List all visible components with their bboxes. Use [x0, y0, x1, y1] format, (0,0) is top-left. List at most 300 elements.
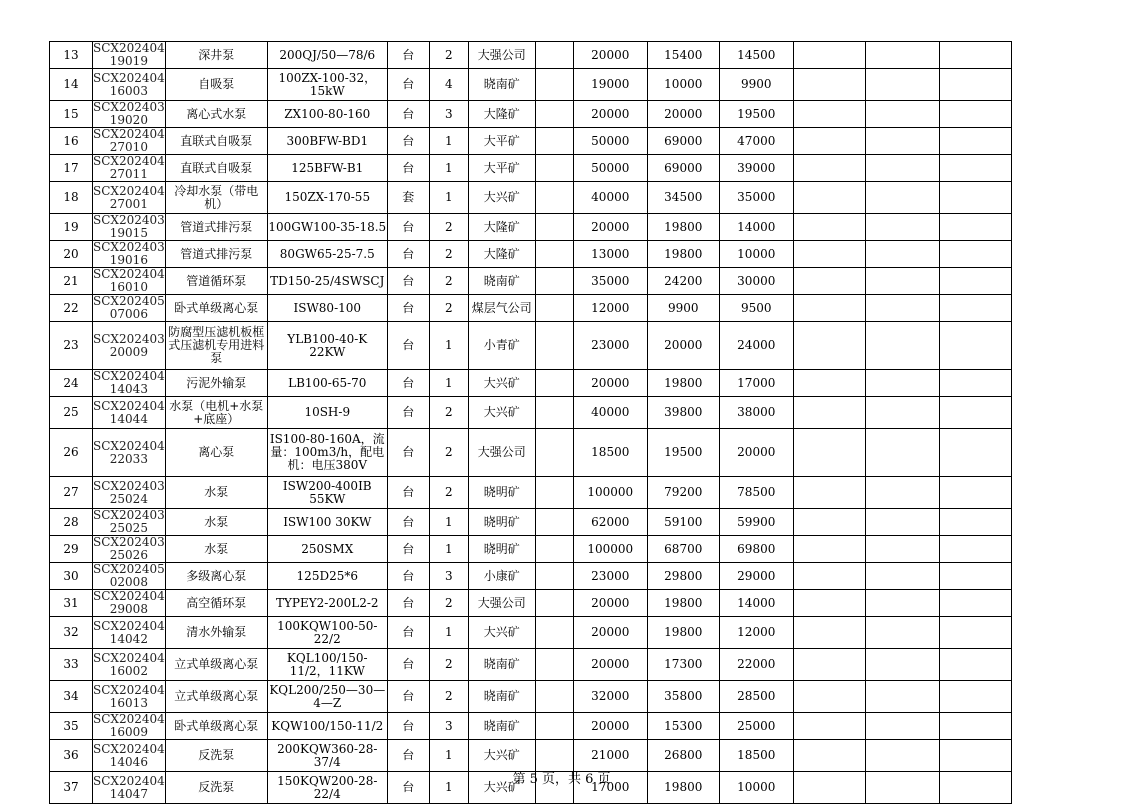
- empty-cell: [939, 649, 1011, 681]
- row-number: 36: [50, 740, 93, 772]
- item-name: 直联式自吸泵: [165, 128, 267, 155]
- empty-cell: [865, 397, 939, 429]
- pump-price-table: [49, 41, 1012, 804]
- price-1: 21000: [573, 740, 647, 772]
- empty-cell: [939, 295, 1011, 322]
- table-row: [50, 617, 1012, 649]
- price-1: 100000: [573, 477, 647, 509]
- item-model: ISW80-100: [267, 295, 387, 322]
- empty-cell: [793, 477, 865, 509]
- item-code: SCX202403 19020: [93, 100, 165, 127]
- table-row: [50, 477, 1012, 509]
- item-name: 高空循环泵: [165, 590, 267, 617]
- price-2: 69000: [647, 128, 719, 155]
- empty-cell: [865, 101, 939, 128]
- item-model: KQL100/150-11/2，11KW: [267, 649, 387, 681]
- empty-cell: [865, 477, 939, 509]
- item-quantity: 2: [429, 268, 468, 295]
- price-2: 59100: [647, 509, 719, 536]
- item-code: SCX202404 14044: [93, 397, 166, 429]
- item-model: 100KQW100-50-22/2: [267, 617, 387, 649]
- empty-cell: [793, 649, 865, 681]
- empty-cell: [793, 101, 865, 128]
- item-model: TYPEY2-200L2-2: [267, 590, 387, 617]
- row-number: 28: [50, 509, 93, 536]
- price-3: 19500: [719, 101, 793, 128]
- item-quantity: 3: [429, 101, 468, 128]
- item-quantity: 3: [429, 713, 468, 740]
- price-3: 59900: [719, 509, 793, 536]
- row-number: 16: [50, 128, 93, 155]
- item-unit: 台: [387, 429, 429, 477]
- price-1: 35000: [573, 268, 647, 295]
- item-quantity: 2: [429, 649, 468, 681]
- empty-cell: [939, 69, 1011, 101]
- item-name: 清水外输泵: [165, 617, 267, 649]
- empty-cell: [939, 42, 1011, 69]
- table-row: [50, 128, 1012, 155]
- row-number: 15: [50, 101, 93, 128]
- price-1: 23000: [573, 322, 647, 370]
- item-model: 125D25*6: [267, 563, 387, 590]
- item-unit: 台: [387, 649, 429, 681]
- price-2: 34500: [647, 182, 719, 214]
- item-quantity: 1: [429, 617, 468, 649]
- empty-cell: [793, 322, 865, 370]
- empty-cell: [793, 370, 865, 397]
- blank-cell: [535, 397, 573, 429]
- item-unit: 台: [387, 268, 429, 295]
- row-number: 26: [50, 429, 93, 477]
- empty-cell: [865, 69, 939, 101]
- empty-cell: [865, 295, 939, 322]
- price-3: 35000: [719, 182, 793, 214]
- item-site: 小康矿: [468, 563, 535, 590]
- price-2: 19800: [647, 772, 719, 804]
- item-site: 大兴矿: [468, 740, 535, 772]
- item-unit: 台: [387, 101, 429, 128]
- blank-cell: [535, 182, 573, 214]
- empty-cell: [939, 740, 1011, 772]
- blank-cell: [535, 681, 573, 713]
- price-1: 62000: [573, 509, 647, 536]
- blank-cell: [535, 370, 573, 397]
- item-unit: 台: [387, 477, 429, 509]
- item-quantity: 1: [429, 155, 468, 182]
- item-site: 晓明矿: [468, 509, 535, 536]
- item-site: 晓南矿: [468, 681, 535, 713]
- row-number: 20: [50, 241, 93, 268]
- item-unit: 台: [387, 713, 429, 740]
- empty-cell: [939, 241, 1011, 268]
- empty-cell: [939, 509, 1011, 536]
- price-3: 69800: [719, 536, 793, 563]
- item-unit: 台: [387, 563, 429, 590]
- empty-cell: [939, 397, 1011, 429]
- blank-cell: [535, 241, 573, 268]
- item-model: 10SH-9: [267, 397, 387, 429]
- price-3: 9900: [719, 69, 793, 101]
- price-1: 20000: [573, 101, 647, 128]
- item-name: 污泥外输泵: [165, 370, 267, 397]
- blank-cell: [535, 155, 573, 182]
- item-code: SCX202404 22033: [93, 429, 166, 477]
- item-quantity: 1: [429, 772, 468, 804]
- item-code: SCX202404 16002: [93, 649, 166, 681]
- item-name: 多级离心泵: [165, 563, 267, 590]
- price-3: 25000: [719, 713, 793, 740]
- empty-cell: [865, 563, 939, 590]
- row-number: 23: [50, 322, 93, 370]
- item-model: 150ZX-170-55: [267, 182, 387, 214]
- empty-cell: [865, 155, 939, 182]
- empty-cell: [865, 590, 939, 617]
- row-number: 21: [50, 268, 93, 295]
- item-name: 自吸泵: [165, 69, 267, 101]
- price-2: 26800: [647, 740, 719, 772]
- price-3: 9500: [719, 295, 793, 322]
- item-name: 管道式排污泵: [165, 241, 267, 268]
- table-row: [50, 42, 1012, 69]
- price-1: 17000: [573, 772, 647, 804]
- price-2: 17300: [647, 649, 719, 681]
- blank-cell: [535, 649, 573, 681]
- item-code: SCX202404 27010: [93, 127, 165, 154]
- price-3: 10000: [719, 241, 793, 268]
- empty-cell: [939, 268, 1011, 295]
- item-site: 大平矿: [468, 155, 535, 182]
- empty-cell: [865, 241, 939, 268]
- item-quantity: 3: [429, 563, 468, 590]
- item-unit: 台: [387, 322, 429, 370]
- price-2: 20000: [647, 322, 719, 370]
- item-unit: 台: [387, 128, 429, 155]
- price-2: 79200: [647, 477, 719, 509]
- item-site: 大兴矿: [468, 617, 535, 649]
- table-row: [50, 649, 1012, 681]
- item-site: 大隆矿: [468, 241, 535, 268]
- item-name: 立式单级离心泵: [165, 649, 267, 681]
- item-name: 反洗泵: [165, 772, 267, 804]
- empty-cell: [793, 536, 865, 563]
- empty-cell: [939, 617, 1011, 649]
- item-name: 水泵: [165, 509, 267, 536]
- item-quantity: 1: [429, 740, 468, 772]
- item-quantity: 2: [429, 429, 468, 477]
- price-2: 69000: [647, 155, 719, 182]
- price-1: 20000: [573, 617, 647, 649]
- item-unit: 台: [387, 241, 429, 268]
- table-row: [50, 214, 1012, 241]
- empty-cell: [939, 429, 1011, 477]
- table-row: [50, 268, 1012, 295]
- item-name: 直联式自吸泵: [165, 155, 267, 182]
- item-code: SCX202403 25025: [93, 508, 165, 535]
- empty-cell: [793, 681, 865, 713]
- row-number: 25: [50, 397, 93, 429]
- item-site: 晓南矿: [468, 268, 535, 295]
- item-name: 管道式排污泵: [165, 214, 267, 241]
- item-site: 大强公司: [468, 590, 535, 617]
- price-1: 18500: [573, 429, 647, 477]
- blank-cell: [535, 429, 573, 477]
- price-1: 20000: [573, 42, 647, 69]
- item-site: 晓南矿: [468, 69, 535, 101]
- price-1: 40000: [573, 182, 647, 214]
- item-model: TD150-25/4SWSCJ: [267, 268, 387, 295]
- item-model: 150KQW200-28-22/4: [267, 772, 387, 804]
- row-number: 33: [50, 649, 93, 681]
- price-3: 39000: [719, 155, 793, 182]
- price-3: 12000: [719, 617, 793, 649]
- price-2: 39800: [647, 397, 719, 429]
- item-model: LB100-65-70: [267, 370, 387, 397]
- item-name: 反洗泵: [165, 740, 267, 772]
- row-number: 34: [50, 681, 93, 713]
- item-quantity: 2: [429, 42, 468, 69]
- price-3: 24000: [719, 322, 793, 370]
- item-site: 大强公司: [468, 429, 535, 477]
- table-row: [50, 536, 1012, 563]
- item-code: SCX202403 25024: [93, 477, 166, 509]
- item-code: SCX202404 16013: [93, 681, 166, 713]
- item-code: SCX202405 02008: [93, 562, 165, 589]
- row-number: 14: [50, 69, 93, 101]
- price-1: 20000: [573, 590, 647, 617]
- blank-cell: [535, 214, 573, 241]
- empty-cell: [939, 322, 1011, 370]
- item-site: 大兴矿: [468, 772, 535, 804]
- item-site: 晓南矿: [468, 713, 535, 740]
- item-code: SCX202404 14047: [93, 772, 166, 804]
- price-3: 78500: [719, 477, 793, 509]
- item-unit: 台: [387, 509, 429, 536]
- page-footer: 第 5 页，共 6 页: [512, 772, 611, 787]
- price-1: 100000: [573, 536, 647, 563]
- price-3: 38000: [719, 397, 793, 429]
- item-unit: 台: [387, 617, 429, 649]
- blank-cell: [535, 477, 573, 509]
- empty-cell: [793, 713, 865, 740]
- empty-cell: [865, 268, 939, 295]
- row-number: 18: [50, 182, 93, 214]
- blank-cell: [535, 268, 573, 295]
- item-quantity: 1: [429, 322, 468, 370]
- item-site: 晓明矿: [468, 536, 535, 563]
- blank-cell: [535, 295, 573, 322]
- empty-cell: [939, 563, 1011, 590]
- empty-cell: [793, 590, 865, 617]
- item-name: 离心泵: [165, 429, 267, 477]
- row-number: 35: [50, 713, 93, 740]
- empty-cell: [865, 681, 939, 713]
- empty-cell: [793, 563, 865, 590]
- empty-cell: [793, 268, 865, 295]
- item-quantity: 1: [429, 509, 468, 536]
- row-number: 32: [50, 617, 93, 649]
- empty-cell: [865, 509, 939, 536]
- price-2: 19800: [647, 617, 719, 649]
- row-number: 13: [50, 42, 93, 69]
- price-3: 17000: [719, 370, 793, 397]
- item-model: 125BFW-B1: [267, 155, 387, 182]
- item-site: 大兴矿: [468, 397, 535, 429]
- item-unit: 台: [387, 536, 429, 563]
- blank-cell: [535, 713, 573, 740]
- price-1: 19000: [573, 69, 647, 101]
- empty-cell: [865, 536, 939, 563]
- price-3: 20000: [719, 429, 793, 477]
- empty-cell: [865, 214, 939, 241]
- price-2: 20000: [647, 101, 719, 128]
- price-1: 40000: [573, 397, 647, 429]
- empty-cell: [939, 681, 1011, 713]
- blank-cell: [535, 590, 573, 617]
- empty-cell: [939, 182, 1011, 214]
- item-unit: 台: [387, 397, 429, 429]
- item-model: 200KQW360-28-37/4: [267, 740, 387, 772]
- table-row: [50, 155, 1012, 182]
- item-model: 300BFW-BD1: [267, 128, 387, 155]
- item-site: 大隆矿: [468, 214, 535, 241]
- item-name: 冷却水泵（带电机）: [165, 182, 267, 214]
- item-code: SCX202404 29008: [93, 589, 165, 616]
- table-row: [50, 509, 1012, 536]
- row-number: 30: [50, 563, 93, 590]
- item-name: 立式单级离心泵: [165, 681, 267, 713]
- price-2: 10000: [647, 69, 719, 101]
- item-name: 水泵（电机+水泵+底座）: [165, 397, 267, 429]
- table-row: [50, 397, 1012, 429]
- item-site: 大兴矿: [468, 370, 535, 397]
- item-quantity: 2: [429, 397, 468, 429]
- item-model: 100ZX-100-32，15kW: [267, 69, 387, 101]
- empty-cell: [939, 590, 1011, 617]
- empty-cell: [793, 182, 865, 214]
- empty-cell: [865, 322, 939, 370]
- item-quantity: 1: [429, 370, 468, 397]
- item-quantity: 2: [429, 241, 468, 268]
- price-3: 14000: [719, 214, 793, 241]
- price-2: 68700: [647, 536, 719, 563]
- price-1: 12000: [573, 295, 647, 322]
- item-unit: 台: [387, 69, 429, 101]
- empty-cell: [939, 370, 1011, 397]
- item-code: SCX202404 14042: [93, 617, 166, 649]
- item-code: SCX202404 27011: [93, 154, 165, 181]
- item-unit: 台: [387, 681, 429, 713]
- empty-cell: [939, 214, 1011, 241]
- price-2: 19800: [647, 214, 719, 241]
- item-site: 大平矿: [468, 128, 535, 155]
- item-code: SCX202403 25026: [93, 535, 165, 562]
- item-model: ISW100 30KW: [267, 509, 387, 536]
- item-code: SCX202404 14043: [93, 369, 165, 396]
- price-1: 20000: [573, 370, 647, 397]
- price-2: 19500: [647, 429, 719, 477]
- price-2: 24200: [647, 268, 719, 295]
- item-code: SCX202405 07006: [93, 294, 165, 321]
- blank-cell: [535, 509, 573, 536]
- item-unit: 台: [387, 772, 429, 804]
- item-quantity: 2: [429, 681, 468, 713]
- item-code: SCX202404 16009: [93, 712, 165, 739]
- price-3: 10000: [719, 772, 793, 804]
- price-2: 15400: [647, 42, 719, 69]
- blank-cell: [535, 101, 573, 128]
- price-2: 29800: [647, 563, 719, 590]
- item-code: SCX202404 16010: [93, 267, 165, 294]
- item-quantity: 2: [429, 214, 468, 241]
- empty-cell: [939, 155, 1011, 182]
- item-unit: 台: [387, 42, 429, 69]
- price-2: 9900: [647, 295, 719, 322]
- item-code: SCX202404 27001: [93, 182, 166, 214]
- price-2: 35800: [647, 681, 719, 713]
- blank-cell: [535, 536, 573, 563]
- price-2: 19800: [647, 590, 719, 617]
- price-3: 47000: [719, 128, 793, 155]
- price-1: 20000: [573, 649, 647, 681]
- blank-cell: [535, 322, 573, 370]
- empty-cell: [793, 214, 865, 241]
- item-model: 200QJ/50—78/6: [267, 42, 387, 69]
- item-model: KQL200/250—30—4—Z: [267, 681, 387, 713]
- item-model: IS100-80-160A，流量：100m3/h，配电机：电压380V: [267, 429, 387, 477]
- price-3: 30000: [719, 268, 793, 295]
- empty-cell: [865, 649, 939, 681]
- item-code: SCX202403 20009: [93, 322, 166, 370]
- item-model: 250SMX: [267, 536, 387, 563]
- table-row: [50, 69, 1012, 101]
- price-1: 23000: [573, 563, 647, 590]
- empty-cell: [793, 397, 865, 429]
- empty-cell: [793, 42, 865, 69]
- price-1: 20000: [573, 713, 647, 740]
- price-1: 50000: [573, 128, 647, 155]
- price-3: 14000: [719, 590, 793, 617]
- empty-cell: [865, 182, 939, 214]
- item-model: 80GW65-25-7.5: [267, 241, 387, 268]
- item-quantity: 2: [429, 295, 468, 322]
- table-row: [50, 101, 1012, 128]
- item-name: 卧式单级离心泵: [165, 713, 267, 740]
- row-number: 19: [50, 214, 93, 241]
- price-3: 29000: [719, 563, 793, 590]
- item-quantity: 4: [429, 69, 468, 101]
- blank-cell: [535, 128, 573, 155]
- empty-cell: [865, 128, 939, 155]
- item-site: 小青矿: [468, 322, 535, 370]
- blank-cell: [535, 563, 573, 590]
- price-2: 19800: [647, 370, 719, 397]
- price-1: 50000: [573, 155, 647, 182]
- price-1: 20000: [573, 214, 647, 241]
- item-code: SCX202403 19015: [93, 213, 165, 240]
- item-unit: 台: [387, 214, 429, 241]
- empty-cell: [793, 241, 865, 268]
- table-row: [50, 590, 1012, 617]
- item-quantity: 1: [429, 128, 468, 155]
- blank-cell: [535, 617, 573, 649]
- empty-cell: [865, 740, 939, 772]
- price-2: 19800: [647, 241, 719, 268]
- empty-cell: [939, 536, 1011, 563]
- item-name: 离心式水泵: [165, 101, 267, 128]
- table-row: [50, 740, 1012, 772]
- price-1: 13000: [573, 241, 647, 268]
- price-3: 14500: [719, 42, 793, 69]
